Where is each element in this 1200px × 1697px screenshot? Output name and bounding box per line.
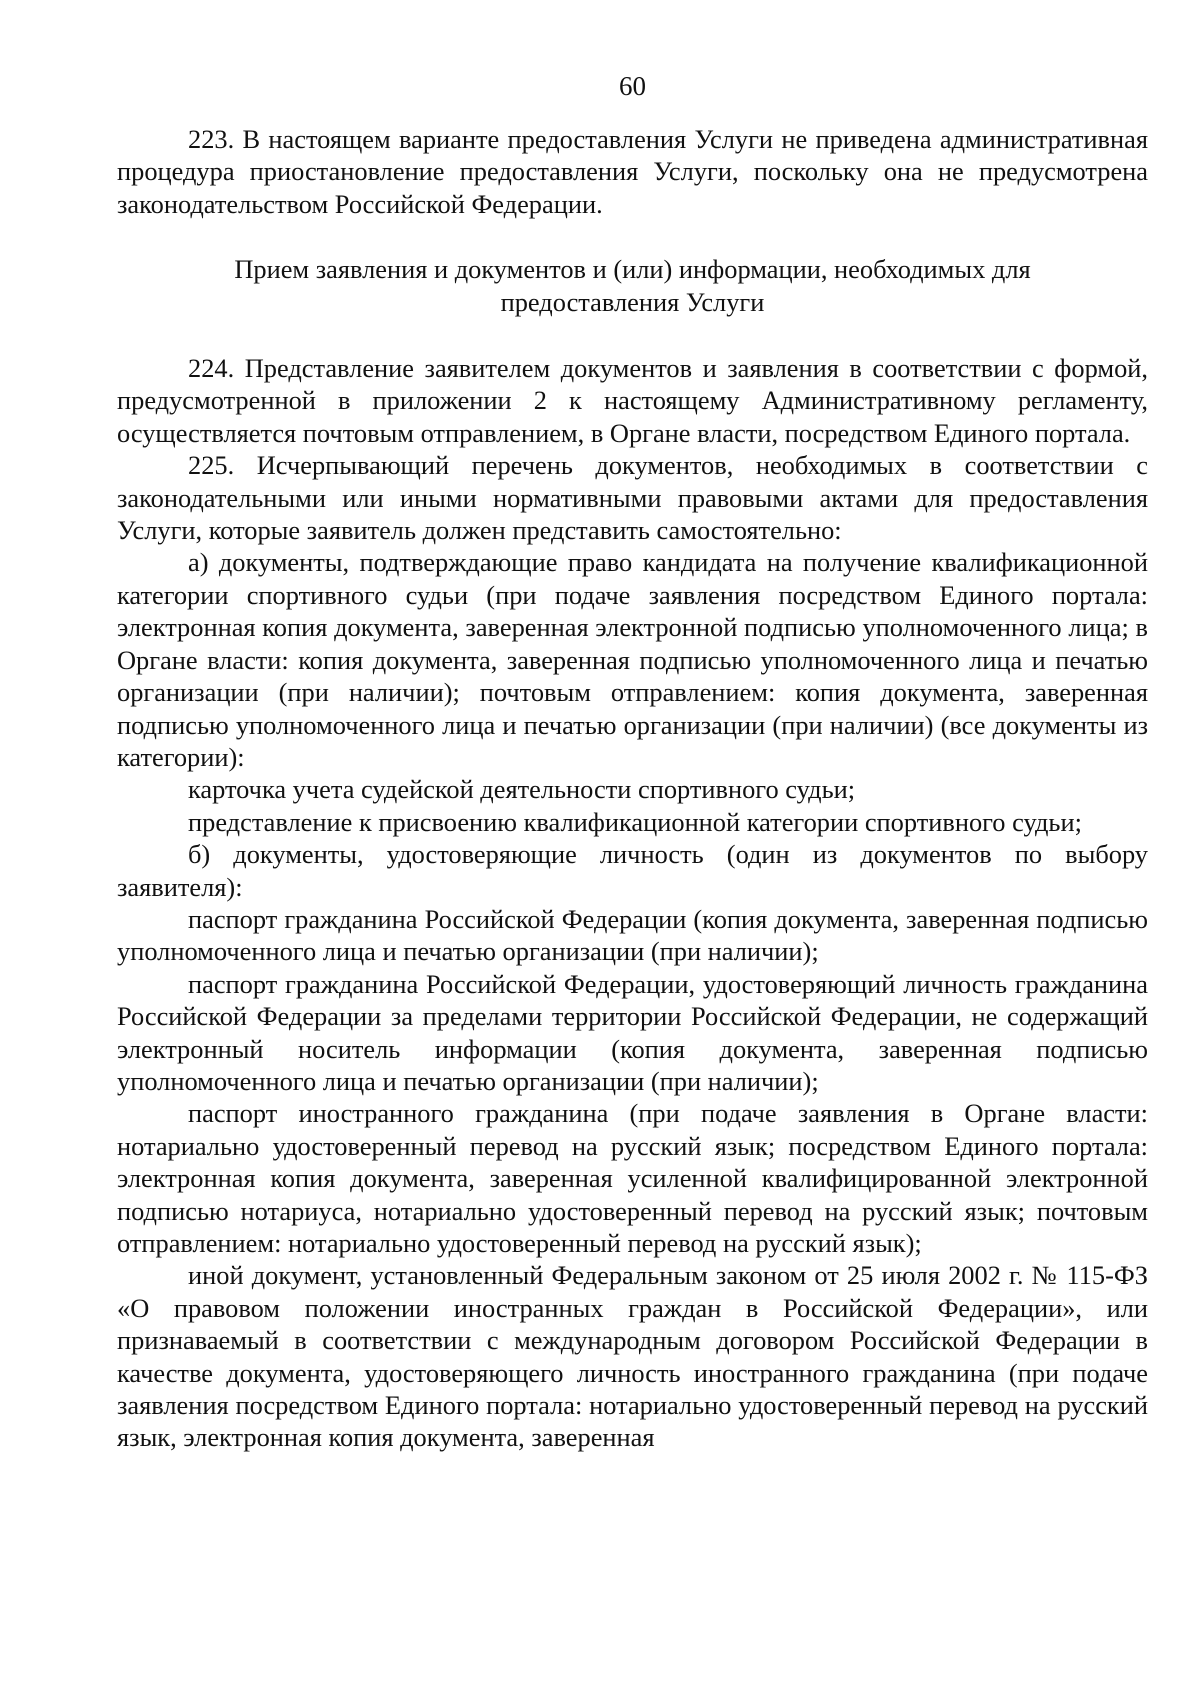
paragraph-225-a: а) документы, подтверждающие право кандидата на получение квалификационной категории спортивного судьи (при подаче заявления посредством Единого портала: электронная копия документа, заверенная электронной подписью уполномоченного лица; в Органе власти: копия документа, заверенная подписью уполномоченного лица и печатью организации (при наличии); почтовым отправлением: копия документа, заверенная подписью уполномоченного лица и печатью организации (при наличии) (все документы из категории): [117,547,1148,772]
list-item-other-document: иной документ, установленный Федеральным законом от 25 июля 2002 г. № 115-ФЗ «О правовом положении иностранных граждан в Российской Федерации», или признаваемый в соответствии с международным договором Российской Федерации в качестве документа, удостоверяющего личность иностранного гражданина (при подаче заявления посредством Единого портала: нотариально удостоверенный перевод на русский язык, электронная копия документа, заверенная [117,1260,1148,1453]
list-item-foreign-travel-passport: паспорт гражданина Российской Федерации, удостоверяющий личность гражданина Российской Федерации за пределами территории Российской Федерации, не содержащий электронный носитель информации (копия документа, заверенная подписью уполномоченного лица и печатью организации (при наличии); [117,968,1148,1096]
document-page [117,70,1148,1454]
section-heading [157,253,1108,318]
paragraph-225: 225. Исчерпывающий перечень документов, необходимых в соответствии с законодательными или иными нормативными правовыми актами для предоставления Услуги, которые заявитель должен представить самостоятельно: [117,450,1148,546]
paragraph-223: 223. В настоящем варианте предоставления Услуги не приведена административная процедура приостановление предоставления Услуги, поскольку она не предусмотрена законодательством Российской Федерации. [117,124,1148,219]
section-heading-line-2: предоставления Услуги [500,286,765,317]
paragraph-225-b: б) документы, удостоверяющие личность (один из документов по выбору заявителя): [117,839,1148,902]
list-item-foreign-citizen-passport: паспорт иностранного гражданина (при подаче заявления в Органе власти: нотариально удостоверенный перевод на русский язык; посредством Единого портала: электронная копия документа, заверенная усиленной квалифицированной электронной подписью нотариуса, нотариально удостоверенный перевод на русский язык; почтовым отправлением: нотариально удостоверенный перевод на русский язык); [117,1098,1148,1258]
list-item-category-submission: представление к присвоению квалификационной категории спортивного судьи; [188,806,1082,837]
page-number: 60 [619,71,646,101]
list-item-judge-card: карточка учета судейской деятельности спортивного судьи; [188,774,856,805]
list-item-rf-passport: паспорт гражданина Российской Федерации (копия документа, заверенная подписью уполномоченного лица и печатью организации (при наличии); [117,903,1148,967]
section-heading-line-1: Прием заявления и документов и (или) информации, необходимых для [234,254,1031,285]
paragraph-224: 224. Представление заявителем документов и заявления в соответствии с формой, предусмотренной в приложении 2 к настоящему Административному регламенту, осуществляется почтовым отправлением, в Органе власти, посредством Единого портала. [117,353,1148,448]
